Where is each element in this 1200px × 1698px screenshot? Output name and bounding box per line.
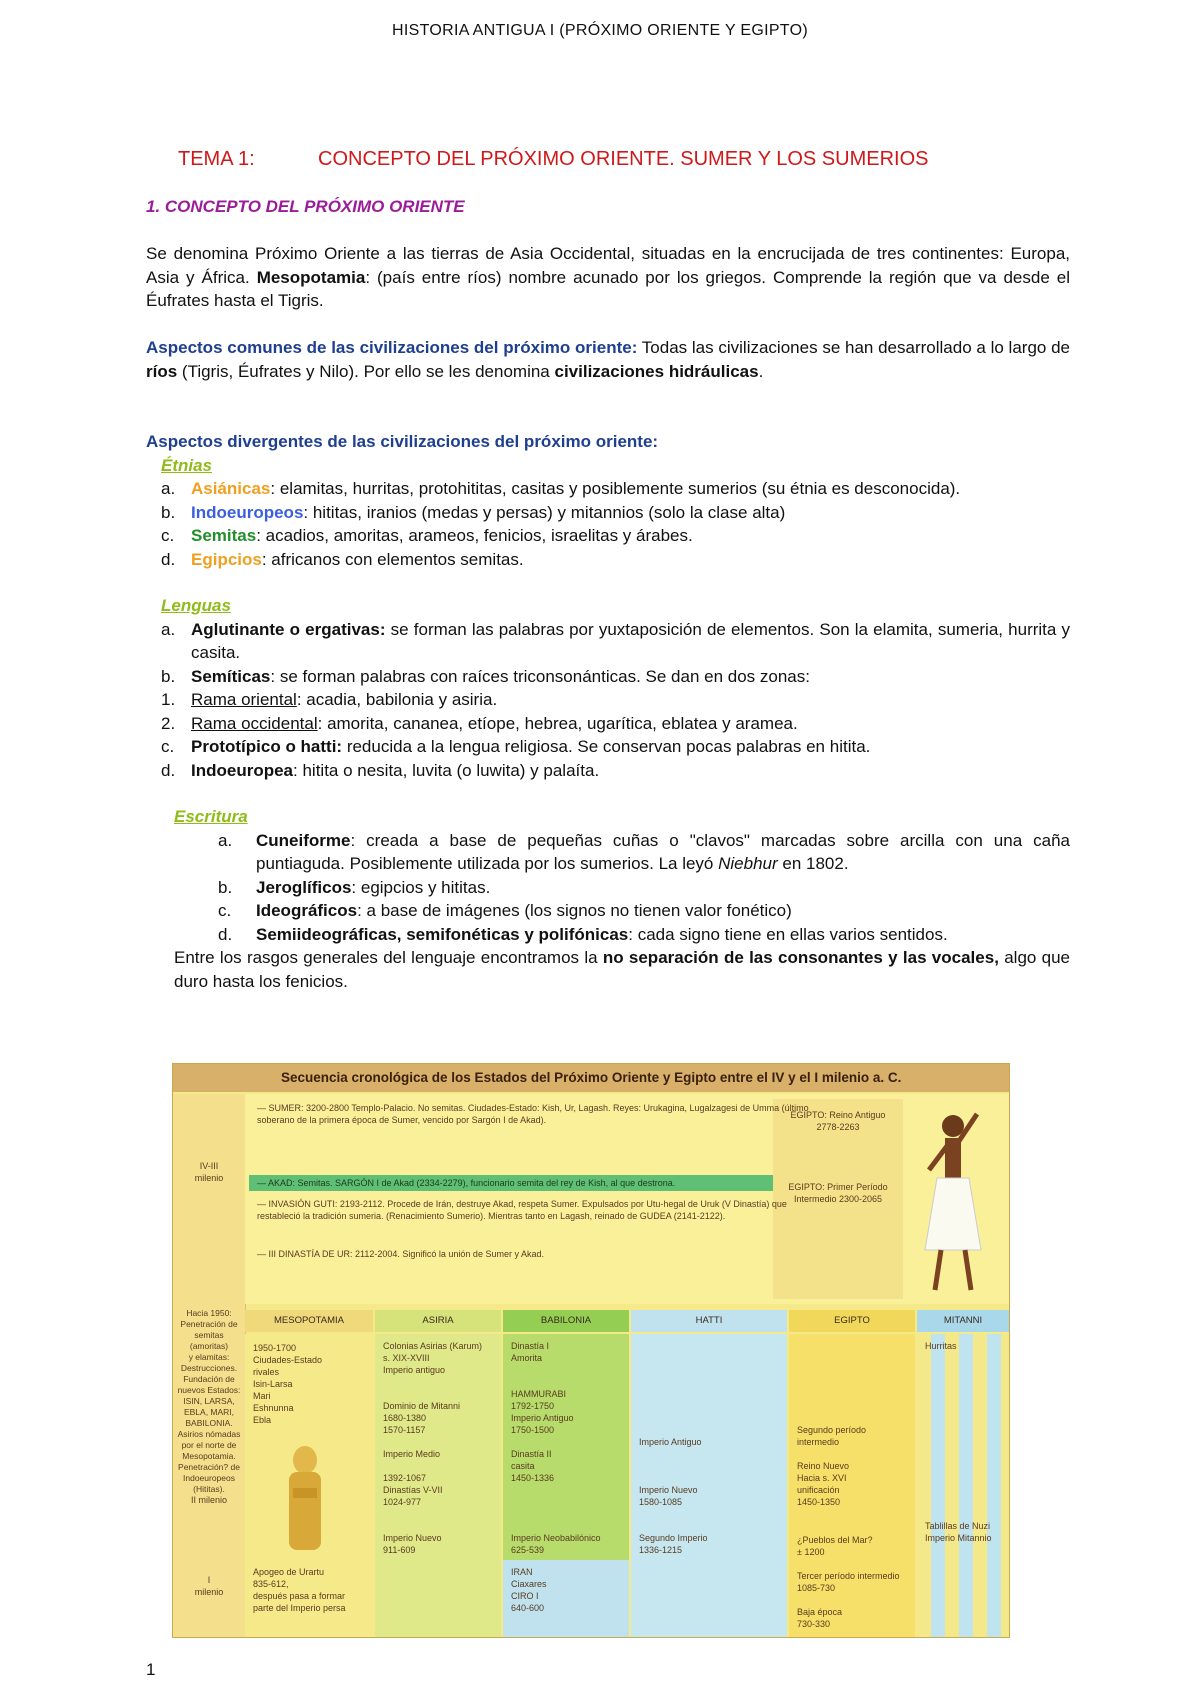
iran-box xyxy=(503,1560,629,1637)
col-text: Hurritas Tablillas de Nuzi Imperio Mitannio xyxy=(925,1341,992,1543)
col-mitanni xyxy=(917,1334,1009,1637)
col-text: Colonias Asirias (Karum) s. XIX-XVIII Imperio antiguo Dominio de Mitanni 1680-1380 1570-1157 Imperio Medio 1392-1067 Dinastías V-VII 1024-977 Imperio Nuevo 911-609 xyxy=(383,1341,483,1555)
intro-text: Se denomina Próximo Oriente a las tierras de Asia Occidental, situadas en la encrucijada de tres continentes: Europa, Asia y África. xyxy=(146,244,1070,287)
item-text: : a base de imágenes (los signos no tienen valor fonético) xyxy=(357,901,792,920)
writing-footer xyxy=(174,946,1070,993)
writing-item xyxy=(218,829,1070,876)
footer-text-1: Entre los rasgos generales del lenguaje encontramos la xyxy=(174,948,603,967)
col-text-2: IRAN Ciaxares CIRO I 640-600 xyxy=(511,1567,547,1613)
col-header-mesopotamia: MESOPOTAMIA xyxy=(245,1310,373,1332)
intro-text-2: : (país entre ríos) nombre acunado por los griegos. Comprende la región que va desde el Éufrates hasta el Tigris. xyxy=(146,267,1070,310)
col-header-mitanni: MITANNI xyxy=(917,1310,1009,1332)
common-text-1: Todas las civilizaciones se han desarrollado a lo largo de xyxy=(637,338,1071,357)
item-label: c. xyxy=(218,901,232,920)
item-text: : cada signo tiene en ellas varios sentidos. xyxy=(628,924,948,944)
col-hatti xyxy=(631,1334,787,1637)
col-text: Segundo período intermedio Reino Nuevo Hacia s. XVI unificación 1450-1350 xyxy=(797,1425,867,1507)
item-text: : egipcios y hititas. xyxy=(351,877,491,897)
col-text-2: ¿Pueblos del Mar? ± 1200 Tercer período intermedio 1085-730 Baja época 730-330 xyxy=(797,1535,900,1629)
intro-paragraph xyxy=(146,242,1070,313)
item-label: b. xyxy=(161,666,176,686)
intro-mesopotamia: Mesopotamia xyxy=(256,267,366,287)
col-babilonia xyxy=(503,1334,629,1637)
page-header: HISTORIA ANTIGUA I (PRÓXIMO ORIENTE Y EGIPTO) xyxy=(392,22,808,39)
item-label: a. xyxy=(161,479,176,498)
item-key: Jeroglíficos xyxy=(256,877,352,897)
egypt-first-intermediate: EGIPTO: Primer Período Intermedio 2300-2065 xyxy=(788,1182,888,1204)
item-label: 2. xyxy=(161,713,176,733)
statue-illustration xyxy=(275,1444,335,1554)
item-name: Niebhur xyxy=(718,854,778,873)
common-aspects-paragraph xyxy=(146,336,1070,383)
language-item xyxy=(161,759,1070,783)
item-label: c. xyxy=(161,737,175,756)
language-item xyxy=(161,735,1070,759)
languages-heading: Lenguas xyxy=(161,596,231,615)
item-text: : elamitas, hurritas, protohititas, casitas y posiblemente sumerios (su étnia es desconocida). xyxy=(270,479,961,498)
col-mesopotamia xyxy=(245,1334,373,1637)
col-egipto xyxy=(789,1334,915,1637)
ethnicity-heading: Étnias xyxy=(161,455,213,475)
col-header-babilonia: BABILONIA xyxy=(503,1310,629,1332)
item-key: Ideográficos xyxy=(256,901,358,920)
item-text: reducida a la lengua religiosa. Se conservan pocas palabras en hitita. xyxy=(342,737,871,756)
col-header-hatti: HATTI xyxy=(631,1310,787,1332)
item-label: a. xyxy=(161,619,176,639)
item-text: : africanos con elementos semitas. xyxy=(261,549,524,569)
common-text-2: (Tigris, Éufrates y Nilo). Por ello se les denomina xyxy=(177,361,555,381)
item-key: Semíticas xyxy=(191,666,271,686)
left-label-i: I milenio xyxy=(194,1575,224,1597)
col-header-egipto: EGIPTO xyxy=(789,1310,915,1332)
item-key: Egipcios xyxy=(191,549,262,569)
item-text: : acadia, babilonia y asiria. xyxy=(296,690,498,709)
chapter-number: TEMA 1: xyxy=(178,148,255,170)
item-label: 1. xyxy=(161,690,176,709)
item-key: Cuneiforme xyxy=(256,830,351,850)
common-aspects-heading: Aspectos comunes de las civilizaciones del próximo oriente: xyxy=(146,338,638,357)
event-guti: — INVASIÓN GUTI: 2193-2112. Procede de Irán, destruye Akad, respeta Sumer. Expulsados por Utu-hegal de Uruk (V Dinastía) que restableció la tradición sumeria. (Renacimiento Sumerio). Mientras tanto en Lagash, reinado de GUDEA (2141-2122). xyxy=(257,1199,787,1221)
item-text: se forman las palabras por yuxtaposición de elementos. Son la elamita, sumeria, hurrita y casita. xyxy=(191,619,1071,662)
left-label-ii: II milenio xyxy=(190,1495,227,1505)
item-label: d. xyxy=(161,760,176,780)
item-key: Rama occidental xyxy=(191,713,318,733)
ethnicity-item xyxy=(161,524,1070,548)
divergent-heading: Aspectos divergentes de las civilizaciones del próximo oriente: xyxy=(146,432,659,451)
left-label-iv-iii: IV-III milenio xyxy=(194,1161,224,1183)
ethnicity-item xyxy=(161,477,1070,501)
col-text: Dinastía I Amorita HAMMURABI 1792-1750 Imperio Antiguo 1750-1500 Dinastía II casita 1450-1336 Imperio Neobabilónico 625-539 xyxy=(511,1341,601,1555)
writing-heading: Escritura xyxy=(174,807,248,826)
item-text: : se forman palabras con raíces triconsonánticas. Se dan en dos zonas: xyxy=(270,666,810,686)
egypt-old-kingdom: EGIPTO: Reino Antiguo 2778-2263 xyxy=(790,1110,886,1132)
item-key: Prototípico o hatti: xyxy=(191,737,343,756)
event-sumer: — SUMER: 3200-2800 Templo-Palacio. No semitas. Ciudades-Estado: Kish, Ur, Lagash. Reyes: Urukagina, Lugalzagesi de Umma (último soberano de la primera época de Sumer, vencido por Sargón I de Akad). xyxy=(257,1103,809,1125)
col-text: Imperio Antiguo Imperio Nuevo 1580-1085 Segundo Imperio 1336-1215 xyxy=(639,1437,708,1555)
item-key: Rama oriental xyxy=(191,690,297,709)
footer-text-2: algo que duro hasta los fenicios. xyxy=(174,948,1071,991)
writing-item xyxy=(218,876,1070,900)
language-item xyxy=(161,665,1070,689)
chapter-title xyxy=(178,148,929,171)
common-text-3: . xyxy=(758,361,764,381)
event-akad: — AKAD: Semitas. SARGÓN I de Akad (2334-2279), funcionario semita del rey de Kish, al que destrona. xyxy=(257,1178,676,1188)
item-key: Semiideográficas, semifonéticas y polifónicas xyxy=(256,924,629,944)
divergent-block xyxy=(146,430,1070,993)
page-number: 1 xyxy=(146,1660,156,1679)
chronology-figure xyxy=(172,1063,1010,1638)
common-civ: civilizaciones hidráulicas xyxy=(554,361,759,381)
language-item xyxy=(161,688,1070,712)
item-text: : hititas, iranios (medas y persas) y mitannios (solo la clase alta) xyxy=(303,502,786,522)
chapter-title-text: CONCEPTO DEL PRÓXIMO ORIENTE. SUMER Y LOS SUMERIOS xyxy=(318,148,929,170)
ethnicity-item xyxy=(161,548,1070,572)
ethnicity-item xyxy=(161,501,1070,525)
item-key: Semitas xyxy=(191,526,257,545)
writing-item xyxy=(218,899,1070,923)
item-label: b. xyxy=(161,502,176,522)
language-item xyxy=(161,712,1070,736)
item-text: : amorita, cananea, etíope, hebrea, ugarítica, eblatea y aramea. xyxy=(317,713,798,733)
item-key: Indoeuropeos xyxy=(191,502,304,522)
section-heading: 1. CONCEPTO DEL PRÓXIMO ORIENTE xyxy=(146,197,465,216)
egyptian-figure-illustration xyxy=(911,1100,997,1300)
item-text: : hitita o nesita, luvita (o luwita) y palaíta. xyxy=(293,760,600,780)
item-text-2: en 1802. xyxy=(777,854,849,873)
item-label: d. xyxy=(161,549,176,569)
footer-bold: no separación de las consonantes y las vocales, xyxy=(602,948,999,967)
item-key: Aglutinante o ergativas: xyxy=(191,619,386,639)
item-key: Indoeuropea xyxy=(191,760,294,780)
event-ur-iii: — III DINASTÍA DE UR: 2112-2004. Significó la unión de Sumer y Akad. xyxy=(257,1249,544,1259)
item-key: Asiánicas xyxy=(191,479,271,498)
col-text: 1950-1700 Ciudades-Estado rivales Isin-Larsa Mari Eshnunna Ebla xyxy=(253,1343,323,1425)
writing-item xyxy=(218,923,1070,947)
left-label-1950: Hacia 1950: Penetración de semitas (amoritas) y elamitas: Destrucciones. Fundación de nuevos Estados: ISIN, LARSA, EBLA, MARI, BABILONIA. Asirios nómadas por el norte de Mesopotamia. Penetración? de Indoeuropeos (Hititas). xyxy=(177,1308,241,1494)
item-text: : creada a base de pequeñas cuñas o "clavos" marcadas sobre arcilla con una caña puntiaguda. Posiblemente utilizada por los sumerios. La leyó xyxy=(256,830,1070,873)
figure-title: Secuencia cronológica de los Estados del Próximo Oriente y Egipto entre el IV y el I milenio a. C. xyxy=(173,1064,1009,1092)
figure-left-column xyxy=(173,1094,246,1637)
col-header-asiria: ASIRIA xyxy=(375,1310,501,1332)
col-text-2: Apogeo de Urartu 835-612, después pasa a formar parte del Imperio persa xyxy=(253,1567,346,1613)
item-label: b. xyxy=(218,877,233,897)
item-text: : acadios, amoritas, arameos, fenicios, israelitas y árabes. xyxy=(256,526,693,545)
col-asiria xyxy=(375,1334,501,1637)
language-item xyxy=(161,618,1070,665)
item-label: d. xyxy=(218,924,233,944)
common-rios: ríos xyxy=(146,361,178,381)
item-label: a. xyxy=(218,830,233,850)
item-label: c. xyxy=(161,526,175,545)
